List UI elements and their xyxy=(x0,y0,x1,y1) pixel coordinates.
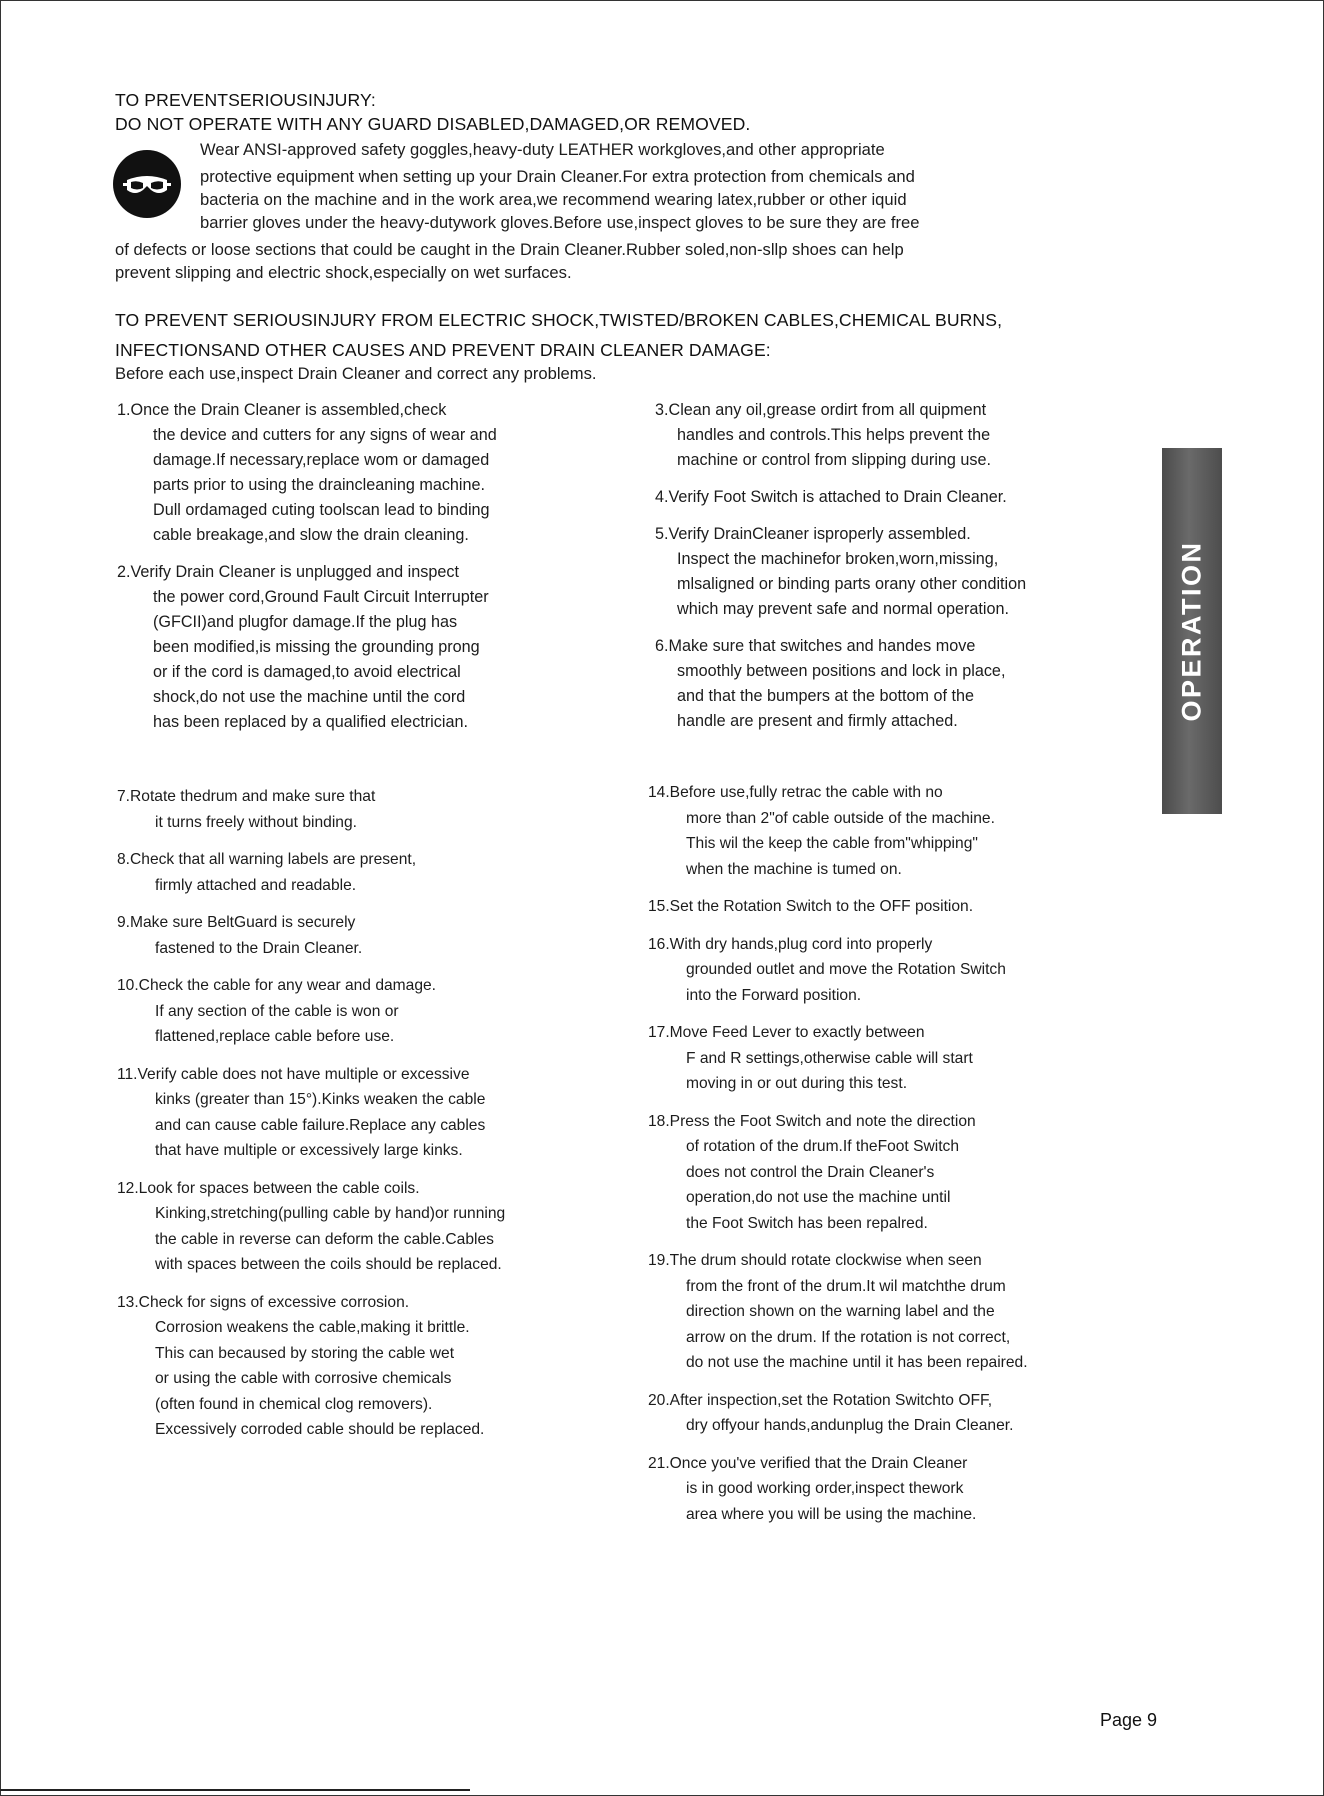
page-number: Page 9 xyxy=(1100,1710,1158,1730)
list-item: 12.Look for spaces between the cable coils. Kinking,stretching(pulling cable by hand)or running the cable in reverse can deform the cable.Cables with spaces between the coils should be replaced. xyxy=(117,1179,506,1273)
list-item: 14.Before use,fully retrac the cable with no more than 2"of cable outside of the machine. This wil the keep the cable from"whipping" when the machine is tumed on. xyxy=(648,784,995,878)
list-item: 9.Make sure BeltGuard is securely fastened to the Drain Cleaner. xyxy=(117,914,363,957)
warning-body-line-6: prevent slipping and electric shock,especially on wet surfaces. xyxy=(115,263,572,282)
warning-body-line-1: Wear ANSI-approved safety goggles,heavy-duty LEATHER workgloves,and other appropriate xyxy=(200,140,885,159)
list-item: 11.Verify cable does not have multiple or excessive kinks (greater than 15°).Kinks weaken the cable and can cause cable failure.Replace any cables that have multiple or excessively large kinks. xyxy=(117,1065,486,1159)
list-item: 15.Set the Rotation Switch to the OFF position. xyxy=(648,898,974,915)
list-item: 20.After inspection,set the Rotation Switchto OFF, dry offyour hands,andunplug the Drain Cleaner. xyxy=(648,1391,1014,1434)
warning-heading-1: TO PREVENTSERIOUSINJURY: xyxy=(115,90,376,110)
warning2-intro: Before each use,inspect Drain Cleaner and correct any problems. xyxy=(115,364,597,383)
list-item: 19.The drum should rotate clockwise when seen from the front of the drum.It wil matchthe drum direction shown on the warning label and the arrow on the drum. If the rotation is not correct, do not use the machine until it has been repaired. xyxy=(648,1252,1028,1371)
goggles-icon xyxy=(113,150,181,218)
list-item: 17.Move Feed Lever to exactly between F and R settings,otherwise cable will start moving in or out during this test. xyxy=(648,1024,973,1092)
list-item: 4.Verify Foot Switch is attached to Drain Cleaner. xyxy=(655,488,1007,506)
warning-body-line-3: bacteria on the machine and in the work area,we recommend wearing latex,rubber or other iquid xyxy=(200,190,907,209)
section-side-tab xyxy=(1162,448,1222,814)
section-side-tab-label: OPERATION xyxy=(1176,540,1207,722)
list-item: 13.Check for signs of excessive corrosion. Corrosion weakens the cable,making it brittle. This can becaused by storing the cable wet or using the cable with corrosive chemicals (often found in chemical clog removers). Excessively corroded cable should be replaced. xyxy=(117,1293,485,1438)
list-lower-right xyxy=(648,780,1158,1539)
warning-body-line-2: protective equipment when setting up your Drain Cleaner.For extra protection from chemicals and xyxy=(200,167,915,186)
list-item: 6.Make sure that switches and handes move smoothly between positions and lock in place, and that the bumpers at the bottom of the handle are present and firmly attached. xyxy=(655,637,1006,730)
warning2-heading-1: TO PREVENT SERIOUSINJURY FROM ELECTRIC SHOCK,TWISTED/BROKEN CABLES,CHEMICAL BURNS, xyxy=(115,310,1003,330)
bottom-rule xyxy=(0,1789,470,1791)
list-item: 5.Verify DrainCleaner isproperly assembled. Inspect the machinefor broken,worn,missing, mlsaligned or binding parts orany other condition which may prevent safe and normal operation. xyxy=(655,525,1027,618)
warning-body-line-4: barrier gloves under the heavy-dutywork gloves.Before use,inspect gloves to be sure they are free xyxy=(200,213,920,232)
list-item: 3.Clean any oil,grease ordirt from all quipment handles and controls.This helps prevent the machine or control from slipping during use. xyxy=(655,401,992,469)
list-item: 8.Check that all warning labels are present, firmly attached and readable. xyxy=(117,851,417,894)
warning2-heading-2: INFECTIONSAND OTHER CAUSES AND PREVENT DRAIN CLEANER DAMAGE: xyxy=(115,340,771,360)
list-item: 16.With dry hands,plug cord into properly grounded outlet and move the Rotation Switch into the Forward position. xyxy=(648,935,1006,1004)
list-item: 1.Once the Drain Cleaner is assembled,check the device and cutters for any signs of wear and damage.If necessary,replace wom or damaged parts prior to using the draincleaning machine. Dull ordamaged cuting toolscan lead to binding cable breakage,and slow the drain cleaning. xyxy=(117,401,497,544)
list-lower-left xyxy=(117,784,637,1455)
list-item: 10.Check the cable for any wear and damage. If any section of the cable is won or flattened,replace cable before use. xyxy=(117,977,437,1045)
list-upper-left xyxy=(117,398,637,747)
list-item: 7.Rotate thedrum and make sure that it turns freely without binding. xyxy=(117,788,376,831)
warning-body-line-5: of defects or loose sections that could be caught in the Drain Cleaner.Rubber soled,non-sllp shoes can help xyxy=(115,240,904,259)
list-item: 2.Verify Drain Cleaner is unplugged and inspect the power cord,Ground Fault Circuit Interrupter (GFCII)and plugfor damage.If the plug has been modified,is missing the grounding prong or if the cord is damaged,to avoid electrical shock,do not use the machine until the cord has been replaced by a qualified electrician. xyxy=(117,563,489,731)
list-item: 21.Once you've verified that the Drain Cleaner is in good working order,inspect thework area where you will be using the machine. xyxy=(648,1454,977,1523)
warning-heading-2: DO NOT OPERATE WITH ANY GUARD DISABLED,DAMAGED,OR REMOVED. xyxy=(115,114,751,134)
list-upper-right xyxy=(655,398,1155,746)
list-item: 18.Press the Foot Switch and note the direction of rotation of the drum.If theFoot Switch does not control the Drain Cleaner's operation,do not use the machine until the Foot Switch has been repalred. xyxy=(648,1112,976,1232)
